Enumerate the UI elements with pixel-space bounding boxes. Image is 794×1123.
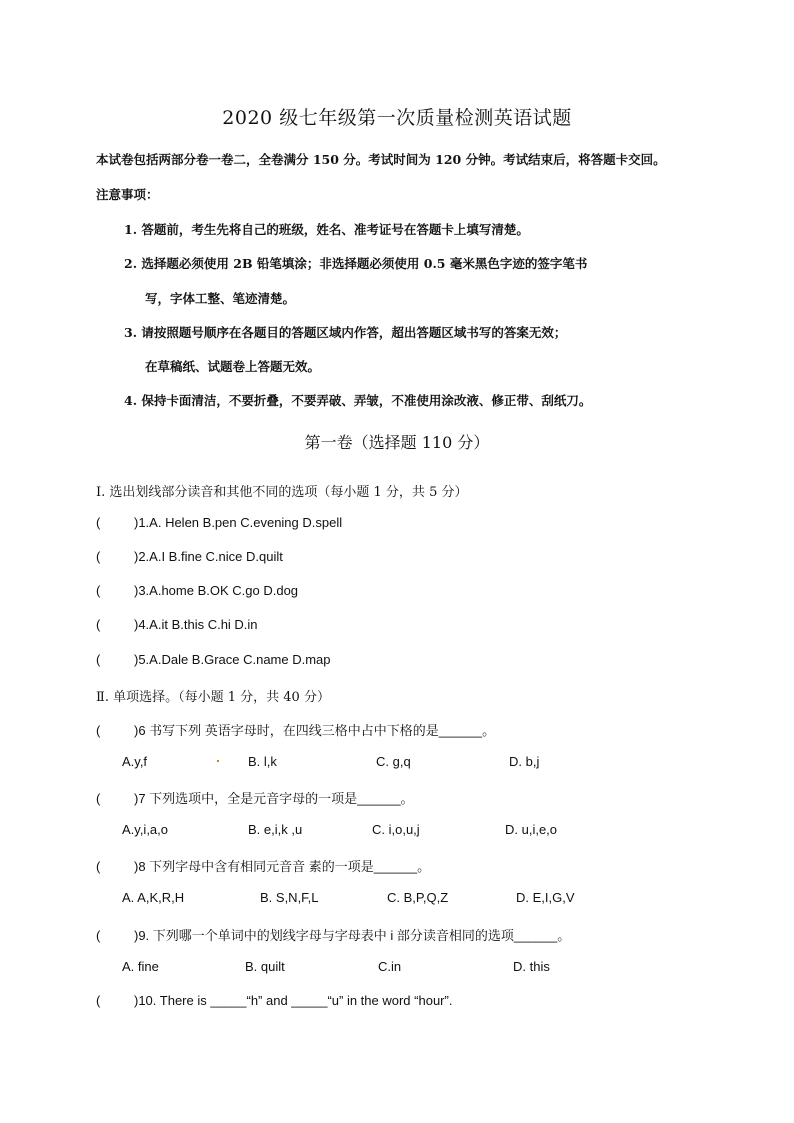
question-2: [96, 549, 283, 564]
notice-heading: 注意事项：: [96, 187, 159, 202]
option-a: A.y,f: [122, 754, 148, 769]
option-c: C.in: [378, 959, 402, 974]
note-item-4: [124, 391, 591, 409]
option-a: A.y,i,a,o: [122, 822, 169, 837]
exam-intro: 本试卷包括两部分卷一卷二，全卷满分 150 分。考试时间为 120 分钟。考试结束后，将答题卡交回。: [96, 152, 666, 167]
note-item-3-continued: 在草稿纸、试题卷上答题无效。: [145, 359, 321, 374]
question-text: )9. 下列哪一个单词中的划线字母与字母表中 i 部分读音相同的选项______。: [134, 928, 571, 943]
answer-paren: (: [96, 791, 101, 806]
question-10: [96, 993, 452, 1008]
question-4: [96, 617, 258, 632]
option-b: B. S,N,F,L: [260, 890, 319, 905]
note-item-3: [124, 323, 566, 341]
section-2-heading: Ⅱ. 单项选择。（每小题 1 分，共 40 分）: [96, 690, 330, 705]
answer-paren: (: [96, 583, 101, 598]
answer-paren: (: [96, 515, 101, 530]
answer-paren: (: [96, 928, 101, 943]
answer-paren: (: [96, 549, 101, 564]
question-text: )6 书写下列 英语字母时，在四线三格中占中下格的是______。: [134, 723, 496, 738]
question-text: )10. There is _____“h” and _____“u” in the word “hour”.: [134, 993, 453, 1008]
question-text: )5.A.Dale B.Grace C.name D.map: [134, 652, 331, 667]
option-b: B. quilt: [245, 959, 285, 974]
option-b: B. e,i,k ,u: [248, 822, 303, 837]
option-b: B. l,k: [248, 754, 277, 769]
note-number: 2.: [124, 256, 138, 271]
question-text: )4.A.it B.this C.hi D.in: [134, 617, 258, 632]
volume-title: 第一卷（选择题 110 分）: [304, 433, 490, 452]
option-a: A. fine: [122, 959, 159, 974]
option-c: C. i,o,u,j: [372, 822, 420, 837]
question-5: [96, 652, 331, 667]
answer-paren: (: [96, 723, 101, 738]
note-text: 答题前，考生先将自己的班级，姓名、准考证号在答题卡上填写清楚。: [141, 222, 529, 237]
answer-paren: (: [96, 652, 101, 667]
option-c: C. g,q: [376, 754, 411, 769]
note-number: 4.: [124, 393, 138, 408]
option-d: D. u,i,e,o: [505, 822, 558, 837]
section-1-heading: Ⅰ. 选出划线部分读音和其他不同的选项（每小题 1 分，共 5 分）: [96, 485, 468, 500]
note-item-2-continued: 写，字体工整、笔迹清楚。: [145, 291, 296, 306]
question-9: [96, 925, 570, 944]
page-title: 2020 级七年级第一次质量检测英语试题: [222, 107, 572, 129]
note-number: 3.: [124, 325, 138, 340]
option-d: D. this: [513, 959, 550, 974]
stray-mark: [217, 760, 219, 762]
question-7: [96, 788, 414, 807]
question-text: )3.A.home B.OK C.go D.dog: [134, 583, 299, 598]
question-text: )7 下列选项中，全是元音字母的一项是______。: [134, 791, 414, 806]
note-item-2: [124, 254, 587, 272]
answer-paren: (: [96, 617, 101, 632]
option-c: C. B,P,Q,Z: [387, 890, 449, 905]
note-text: 保持卡面清洁，不要折叠，不要弄破、弄皱，不准使用涂改液、修正带、刮纸刀。: [141, 393, 592, 408]
note-item-1: [124, 220, 529, 238]
note-text: 选择题必须使用 2B 铅笔填涂；非选择题必须使用 0.5 毫米黑色字迹的签字笔书: [141, 256, 588, 271]
question-text: )2.A.I B.fine C.nice D.quilt: [134, 549, 283, 564]
option-a: A. A,K,R,H: [122, 890, 185, 905]
note-number: 1.: [124, 222, 138, 237]
note-text: 请按照题号顺序在各题目的答题区域内作答，超出答题区域书写的答案无效；: [141, 325, 567, 340]
question-8: [96, 856, 430, 875]
answer-paren: (: [96, 993, 101, 1008]
question-text: )8 下列字母中含有相同元音音 素的一项是______。: [134, 859, 431, 874]
question-1: [96, 515, 342, 530]
question-text: )1.A. Helen B.pen C.evening D.spell: [134, 515, 343, 530]
question-3: [96, 583, 298, 598]
option-d: D. b,j: [509, 754, 540, 769]
answer-paren: (: [96, 859, 101, 874]
option-d: D. E,I,G,V: [516, 890, 575, 905]
question-6: [96, 720, 495, 739]
